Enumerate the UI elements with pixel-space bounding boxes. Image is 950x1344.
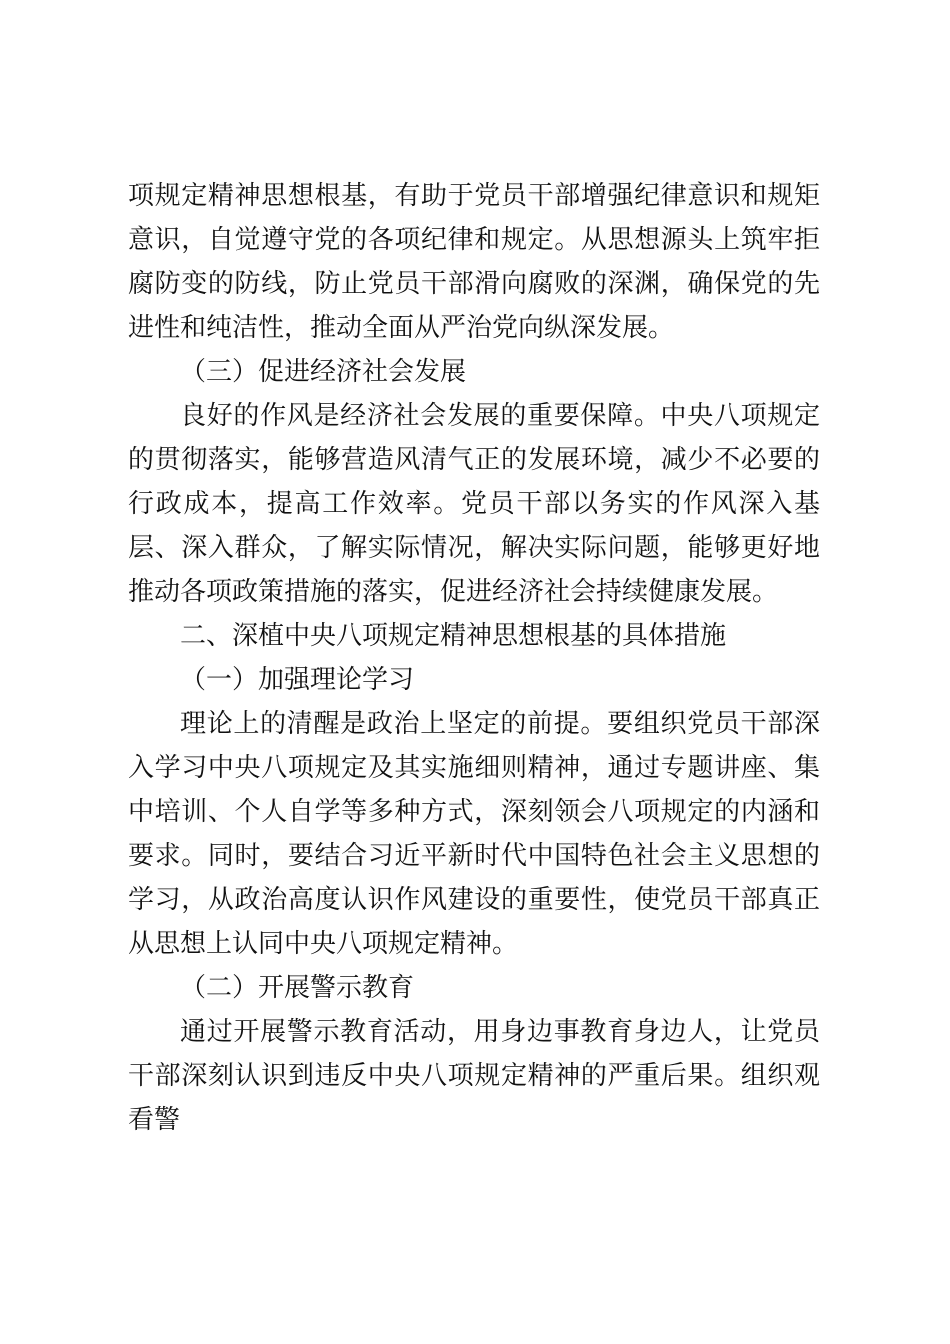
chapter-heading-specific-measures: 二、深植中央八项规定精神思想根基的具体措施 bbox=[180, 621, 727, 651]
section-heading-theory-study: （一）加强理论学习 bbox=[180, 665, 415, 695]
paragraph-theory-study: 理论上的清醒是政治上坚定的前提。要组织党员干部深入学习中央八项规定及其实施细则精神，通过专题讲座、集中培训、个人自学等多种方式，深刻领会八项规定的内涵和要求。同时，要结合习近平新时代中国特色社会主义思想的学习，从政治高度认识作风建设的重要性，使党员干部真正从思想上认同中央八项规定精神。 bbox=[128, 709, 820, 959]
paragraph-warning-education: 通过开展警示教育活动，用身边事教育身边人，让党员干部深刻认识到违反中央八项规定精神的严重后果。组织观看警 bbox=[128, 1017, 820, 1135]
document-body bbox=[128, 174, 820, 1142]
paragraph-economic-development: 良好的作风是经济社会发展的重要保障。中央八项规定的贯彻落实，能够营造风清气正的发展环境，减少不必要的行政成本，提高工作效率。党员干部以务实的作风深入基层、深入群众，了解实际情况，解决实际问题，能够更好地推动各项政策措施的落实，促进经济社会持续健康发展。 bbox=[128, 401, 820, 607]
section-heading-promote-economic-development: （三）促进经济社会发展 bbox=[180, 357, 467, 387]
section-heading-warning-education: （二）开展警示教育 bbox=[180, 973, 415, 1003]
paragraph-continuation: 项规定精神思想根基，有助于党员干部增强纪律意识和规矩意识，自觉遵守党的各项纪律和规定。从思想源头上筑牢拒腐防变的防线，防止党员干部滑向腐败的深渊，确保党的先进性和纯洁性，推动全面从严治党向纵深发展。 bbox=[128, 181, 820, 343]
